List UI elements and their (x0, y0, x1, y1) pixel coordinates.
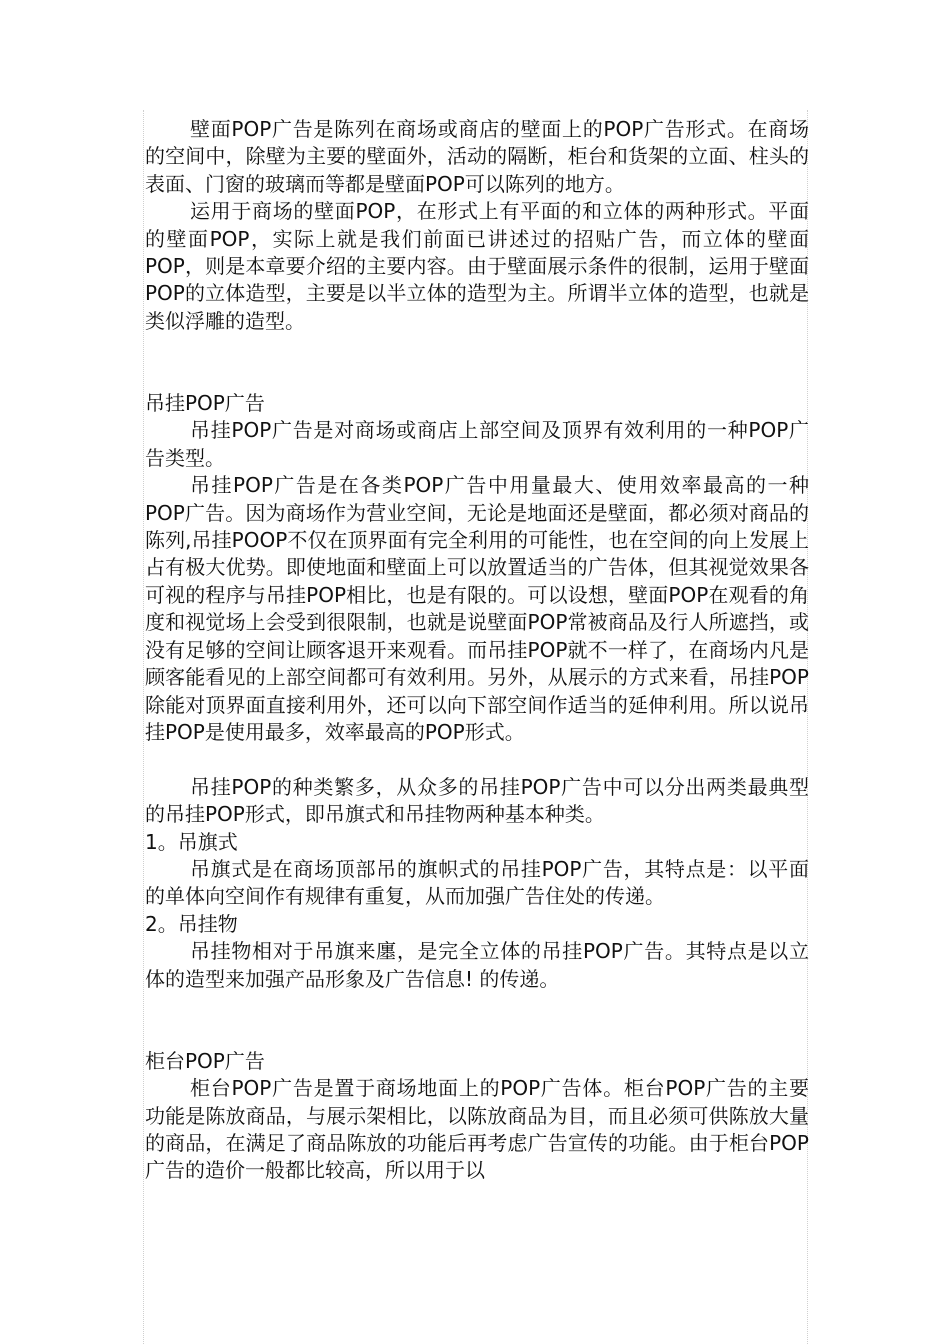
body-paragraph: 吊挂POP的种类繁多，从众多的吊挂POP广告中可以分出两类最典型的吊挂POP形式，即吊旗式和吊挂物两种基本种类。 (145, 774, 809, 827)
body-paragraph: 吊挂物相对于吊旗来廛，是完全立体的吊挂POP广告。其特点是以立体的造型来加强产品形象及广告信息! 的传递。 (145, 939, 809, 991)
body-paragraph: 壁面POP广告是陈列在商场或商店的壁面上的POP广告形式。在商场的空间中，除壁为主要的壁面外，活动的隔断，柜台和货架的立面、柱头的表面、门窗的玻璃而等都是壁面POP可以陈列的地方。 (145, 117, 809, 196)
blank-line (145, 1020, 809, 1047)
blank-line (145, 993, 809, 1020)
body-paragraph: 吊挂POP广告是在各类POP广告中用量最大、使用效率最高的一种POP广告。因为商场作为营业空间，无论是地面还是壁面，都必须对商品的陈列,吊挂POOP不仅在顶界面有完全利用的可能性，也在空间的向上发展上占有极大优势。即使地面和壁面上可以放置适当的广告体，但其视觉效果各可视的程序与吊挂POP相比，也是有限的。可以设想，壁面POP在观看的角度和视觉场上会受到很限制，也就是说壁面POP常被商品及行人所遮挡，或没有足够的空间让顾客退开来观看。而吊挂POP就不一样了，在商场内凡是顾客能看见的上部空间都可有效利用。另外，从展示的方式来看，吊挂POP除能对顶界面直接利用外，还可以向下部空间作适当的延伸利用。所以说吊挂POP是使用最多，效率最高的POP形式。 (145, 473, 809, 744)
body-paragraph: 运用于商场的壁面POP，在形式上有平面的和立体的两种形式。平面的壁面POP，实际上就是我们前面已讲述过的招贴广告，而立体的壁面POP，则是本章要介绍的主要内容。由于壁面展示条件的很制，运用于壁面POP的立体造型，主要是以半立体的造型为主。所谓半立体的造型，也就是类似浮雕的造型。 (145, 199, 809, 333)
section-heading: 吊挂POP广告 (145, 391, 265, 416)
blank-line (145, 746, 809, 773)
body-paragraph: 吊旗式是在商场顶部吊的旗帜式的吊挂POP广告，其特点是：以平面的单体向空间作有规律有重复，从而加强广告住处的传递。 (145, 856, 809, 909)
blank-line (145, 363, 809, 390)
left-margin-guide (143, 110, 144, 1344)
body-paragraph: 柜台POP广告是置于商场地面上的POP广告体。柜台POP广告的主要功能是陈放商品，与展示架相比，以陈放商品为目，而且必须可供陈放大量的商品，在满足了商品陈放的功能后再考虑广告宣传的功能。由于柜台POP广告的造价一般都比较高，所以用于以 (145, 1076, 809, 1183)
section-heading: 2。吊挂物 (145, 911, 238, 936)
section-heading: 1。吊旗式 (145, 829, 238, 854)
body-paragraph: 吊挂POP广告是对商场或商店上部空间及顶界有效利用的一种POP广告类型。 (145, 418, 809, 470)
blank-line (145, 335, 809, 362)
document-body (145, 116, 809, 1185)
section-heading: 柜台POP广告 (145, 1048, 265, 1073)
